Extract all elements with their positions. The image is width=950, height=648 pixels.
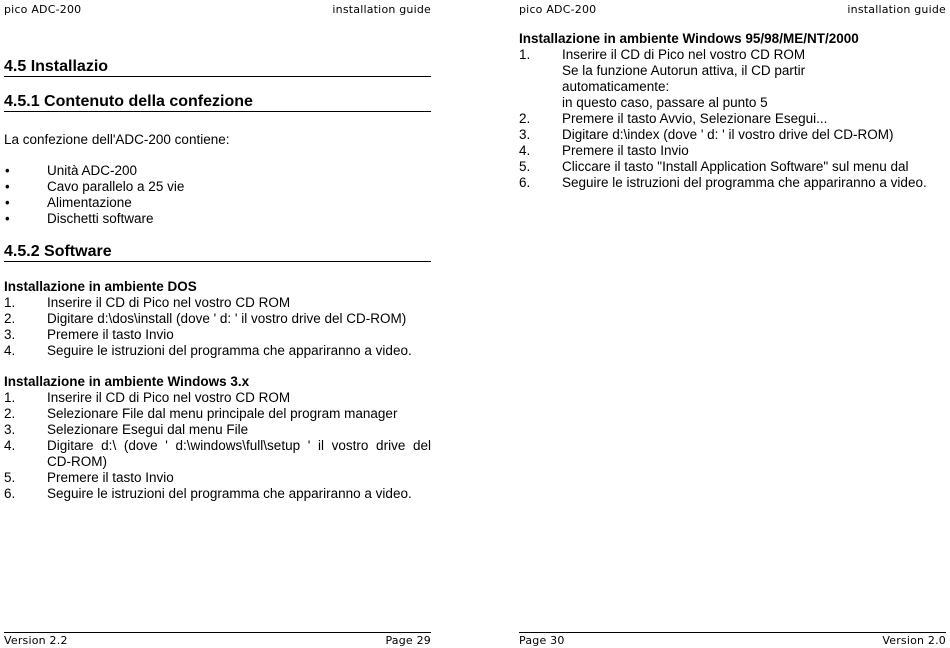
step-text: Selezionare Esegui dal menu File: [47, 422, 249, 437]
running-footer: [519, 632, 946, 647]
step-number: 3.: [4, 327, 16, 342]
subsection-title-win95: Installazione in ambiente Windows 95/98/ME/NT/2000: [519, 31, 859, 46]
step-number: 2.: [519, 111, 531, 126]
step-text: Premere il tasto Invio: [47, 470, 174, 485]
step-text: Digitare d:\index (dove ' d: ' il vostro drive del CD-ROM): [562, 127, 894, 142]
step-number: 1.: [4, 390, 16, 405]
left-page: [4, 0, 431, 648]
list-item: [4, 163, 431, 179]
list-item: [4, 179, 431, 195]
step-text: Seguire le istruzioni del programma che appariranno a video.: [562, 175, 927, 190]
step-text: Seguire le istruzioni del programma che appariranno a video.: [47, 343, 412, 358]
step-note: in questo caso, passare al punto 5: [562, 95, 768, 110]
step-number: 5.: [4, 470, 16, 485]
step-text: Inserire il CD di Pico nel vostro CD ROM: [47, 295, 291, 310]
step-text: Selezionare File dal menu principale del program manager: [47, 406, 398, 421]
step-number: 5.: [519, 159, 531, 174]
step-number: 4.: [4, 438, 16, 453]
section-heading-4-5: 4.5 Installazio: [4, 58, 431, 77]
footer-page-number: Page 30: [519, 634, 565, 647]
step-number: 1.: [519, 47, 531, 62]
step-number: 4.: [4, 343, 16, 358]
step-text: Premere il tasto Invio: [562, 143, 689, 158]
right-page: [519, 0, 946, 648]
bullet: •: [5, 179, 10, 194]
step-number: 6.: [519, 175, 531, 190]
step-note: automaticamente:: [562, 79, 670, 94]
bullet: •: [5, 211, 10, 226]
step-text: Digitare d:\ (dove ' d:\windows\full\setup ' il vostro drive del: [47, 438, 431, 453]
section-heading-4-5-1: 4.5.1 Contenuto della confezione: [4, 93, 431, 112]
step-number: 3.: [4, 422, 16, 437]
list-item-text: Cavo parallelo a 25 vie: [47, 179, 185, 194]
step-number: 3.: [519, 127, 531, 142]
list-item: [4, 195, 431, 211]
list-item-text: Unità ADC-200: [47, 163, 138, 178]
list-item-text: Alimentazione: [47, 195, 132, 210]
step-number: 6.: [4, 486, 16, 501]
step-number: 1.: [4, 295, 16, 310]
footer-page-number: Page 29: [385, 634, 431, 647]
step-text-continuation: CD-ROM): [47, 454, 107, 469]
running-footer: [4, 632, 431, 647]
header-product: pico ADC-200: [4, 3, 82, 16]
step-text: Premere il tasto Invio: [47, 327, 174, 342]
footer-version: Version 2.0: [882, 634, 946, 647]
header-doc-title: installation guide: [332, 3, 431, 16]
header-doc-title: installation guide: [847, 3, 946, 16]
subsection-title-dos: Installazione in ambiente DOS: [4, 279, 197, 294]
step-number: 4.: [519, 143, 531, 158]
step-number: 2.: [4, 311, 16, 326]
footer-version: Version 2.2: [4, 634, 68, 647]
bullet: •: [5, 163, 10, 178]
running-header: [519, 3, 946, 17]
step-text: Cliccare il tasto "Install Application Software" sul menu dal: [562, 159, 909, 174]
subsection-title-win3: Installazione in ambiente Windows 3.x: [4, 374, 250, 389]
bullet: •: [5, 195, 10, 210]
list-item-text: Dischetti software: [47, 211, 154, 226]
step-text: Premere il tasto Avvio, Selezionare Esegui...: [562, 111, 828, 126]
running-header: [4, 3, 431, 17]
package-intro: La confezione dell'ADC-200 contiene:: [4, 132, 230, 147]
header-product: pico ADC-200: [519, 3, 597, 16]
list-item: [4, 211, 431, 227]
step-text: Inserire il CD di Pico nel vostro CD ROM: [562, 47, 806, 62]
section-heading-4-5-2: 4.5.2 Software: [4, 243, 431, 262]
step-note: Se la funzione Autorun attiva, il CD partir: [562, 63, 806, 78]
step-text: Inserire il CD di Pico nel vostro CD ROM: [47, 390, 291, 405]
step-text: Digitare d:\dos\install (dove ' d: ' il vostro drive del CD-ROM): [47, 311, 407, 326]
step-text: Seguire le istruzioni del programma che appariranno a video.: [47, 486, 412, 501]
step-number: 2.: [4, 406, 16, 421]
